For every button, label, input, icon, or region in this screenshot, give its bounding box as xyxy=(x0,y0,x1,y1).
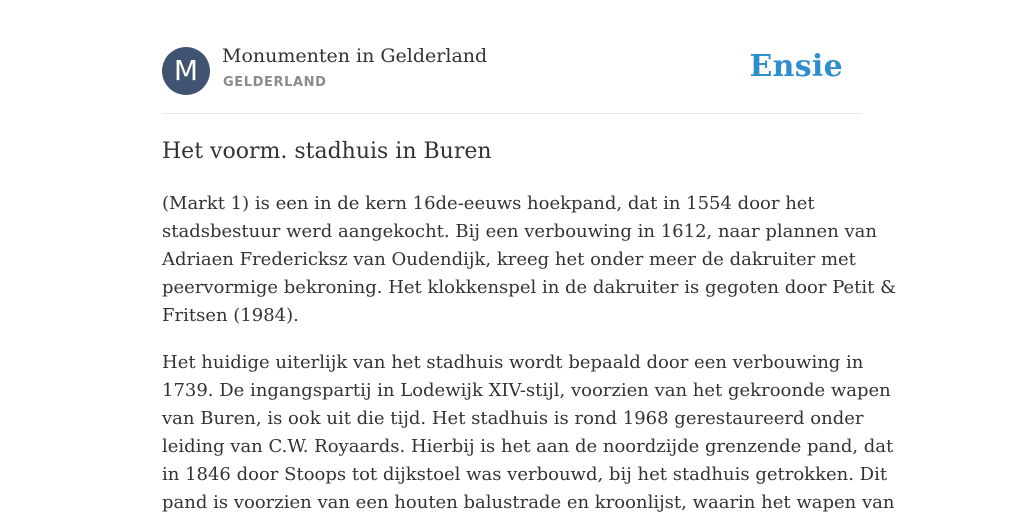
paragraph-1 xyxy=(162,190,897,330)
avatar[interactable]: M xyxy=(162,47,210,95)
text-line: Fritsen (1984). xyxy=(162,305,299,326)
article-title: Het voorm. stadhuis in Buren xyxy=(162,139,492,164)
text-line: peervormige bekroning. Het klokkenspel in de dakruiter is gegoten door Petit & xyxy=(162,277,897,298)
text-line: van Buren, is ook uit die tijd. Het stadhuis is rond 1968 gerestaureerd onder xyxy=(162,408,864,429)
text-line: pand is voorzien van een houten balustrade en kroonlijst, waarin het wapen van xyxy=(162,492,895,512)
source-name-link[interactable]: Monumenten in Gelderland xyxy=(222,45,488,67)
text-line: Het huidige uiterlijk van het stadhuis wordt bepaald door een verbouwing in xyxy=(162,352,864,373)
paragraph-2 xyxy=(162,349,895,512)
text-line: stadsbestuur werd aangekocht. Bij een verbouwing in 1612, naar plannen van xyxy=(162,221,877,242)
ensie-logo[interactable]: Ensie xyxy=(749,49,843,84)
text-line: (Markt 1) is een in de kern 16de-eeuws hoekpand, dat in 1554 door het xyxy=(162,193,815,214)
article-container xyxy=(162,0,897,512)
text-line: in 1846 door Stoops tot dijkstoel was verbouwd, bij het stadhuis getrokken. Dit xyxy=(162,464,888,485)
text-line: leiding van C.W. Royaards. Hierbij is het aan de noordzijde grenzende pand, dat xyxy=(162,436,894,457)
text-line: 1739. De ingangspartij in Lodewijk XIV-stijl, voorzien van het gekroonde wapen xyxy=(162,380,891,401)
article-body xyxy=(162,190,897,512)
source-subtitle: GELDERLAND xyxy=(223,75,327,90)
header xyxy=(162,0,862,114)
text-line: Adriaen Fredericksz van Oudendijk, kreeg het onder meer de dakruiter met xyxy=(162,249,856,270)
